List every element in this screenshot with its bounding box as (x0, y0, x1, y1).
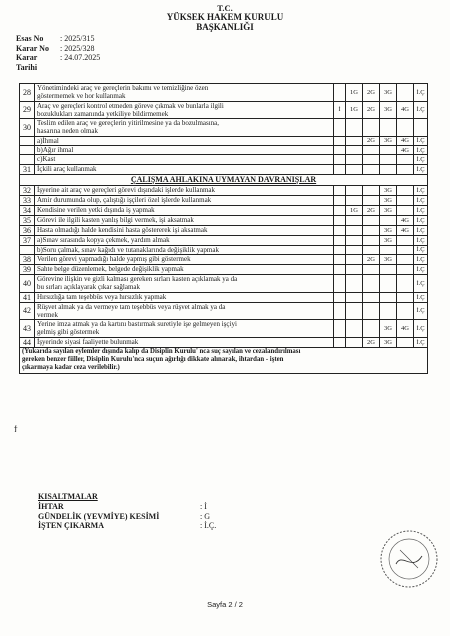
warning-cell: İ (334, 101, 346, 119)
row-number (20, 245, 35, 254)
dismissal-cell: İ.Ç (414, 292, 428, 302)
penalty-1g-cell (346, 302, 363, 320)
official-seal-icon (378, 528, 440, 590)
penalty-3g-cell (380, 164, 397, 174)
row-number: 33 (20, 195, 35, 205)
row-description-line: a)İhmal (37, 136, 59, 145)
row-number: 41 (20, 292, 35, 302)
table-row (20, 337, 428, 347)
row-number: 43 (20, 320, 35, 338)
row-number: 29 (20, 101, 35, 119)
row-description (35, 195, 334, 205)
warning-cell (334, 320, 346, 338)
dismissal-cell: İ.Ç (414, 274, 428, 292)
meta-row (16, 34, 100, 44)
penalty-1g-cell: 1G (346, 101, 363, 119)
dismissal-cell: İ.Ç (414, 205, 428, 215)
warning-cell (334, 274, 346, 292)
warning-cell (334, 195, 346, 205)
row-number: 36 (20, 225, 35, 235)
penalty-1g-cell (346, 185, 363, 195)
row-number (20, 136, 35, 145)
row-number (20, 146, 35, 155)
abbreviation-value: : İ (200, 501, 207, 511)
penalty-4g-cell: 4G (397, 101, 414, 119)
meta-label: Karar Tarihi (16, 53, 38, 72)
penalty-1g-cell (346, 215, 363, 225)
warning-cell (334, 225, 346, 235)
header-title: YÜKSEK HAKEM KURULU (166, 12, 284, 22)
dismissal-cell: İ.Ç (414, 302, 428, 320)
row-description (35, 320, 334, 338)
penalty-3g-cell (380, 274, 397, 292)
penalty-1g-cell (346, 245, 363, 254)
penalty-2g-cell (363, 302, 380, 320)
case-meta (16, 34, 100, 72)
penalty-2g-cell (363, 264, 380, 274)
penalty-4g-cell (397, 245, 414, 254)
warning-cell (334, 235, 346, 245)
penalty-3g-cell: 3G (380, 101, 397, 119)
table-row (20, 254, 428, 264)
row-description-line: gelmiş gibi göstermek (37, 328, 100, 337)
warning-cell (334, 146, 346, 155)
table-row (20, 101, 428, 119)
row-description (35, 119, 334, 137)
penalty-3g-cell (380, 215, 397, 225)
penalty-4g-cell (397, 235, 414, 245)
dismissal-cell: İ.Ç (414, 84, 428, 102)
row-description (35, 225, 334, 235)
penalty-3g-cell: 3G (380, 136, 397, 145)
penalty-1g-cell (346, 292, 363, 302)
penalty-3g-cell (380, 155, 397, 164)
penalty-3g-cell (380, 146, 397, 155)
penalty-4g-cell (397, 302, 414, 320)
table-row (20, 146, 428, 155)
row-description (35, 292, 334, 302)
penalty-4g-cell: 4G (397, 225, 414, 235)
note-line: (Yukarıda sayılan eylemler dışında kalıp da Disiplin Kurulu' nca suç sayılan ve cezalandırılması (22, 347, 301, 355)
penalty-2g-cell: 2G (363, 254, 380, 264)
meta-value: : 2025/328 (60, 43, 95, 53)
row-description (35, 337, 334, 347)
penalty-1g-cell (346, 155, 363, 164)
penalty-table (19, 83, 428, 374)
abbreviation-value: : İ.Ç. (200, 521, 217, 531)
penalty-2g-cell (363, 245, 380, 254)
penalty-1g-cell (346, 254, 363, 264)
penalty-1g-cell: 1G (346, 205, 363, 215)
row-number (20, 155, 35, 164)
row-number: 32 (20, 185, 35, 195)
page-number: Sayfa 2 / 2 (207, 600, 243, 609)
row-description-line: Araç ve gereçleri kontrol etmeden göreve çıkmak ve bunlarla ilgili (37, 101, 224, 110)
penalty-1g-cell (346, 264, 363, 274)
meta-row (16, 44, 100, 54)
row-description-line: İşyerine ait araç ve gereçleri görevi dışındaki işlerde kullanmak (37, 186, 216, 195)
table-row (20, 320, 428, 338)
row-description-line: Hırsızlığa tam teşebbüs veya hırsızlık yapmak (37, 292, 167, 301)
row-number: 38 (20, 254, 35, 264)
penalty-3g-cell: 3G (380, 185, 397, 195)
penalty-2g-cell: 2G (363, 136, 380, 145)
warning-cell (334, 215, 346, 225)
meta-value: : 24.07.2025 (60, 53, 101, 63)
row-number: 35 (20, 215, 35, 225)
penalty-4g-cell (397, 337, 414, 347)
header-tc: T.C. (217, 3, 233, 13)
table-row (20, 205, 428, 215)
row-description-line: bozuklukları zamanında yetkiliye bildirmemek (37, 109, 169, 118)
penalty-2g-cell (363, 185, 380, 195)
row-description (35, 215, 334, 225)
row-description-line: göstermemek ve hor kullanmak (37, 92, 126, 101)
row-description (35, 302, 334, 320)
dismissal-cell: İ.Ç (414, 225, 428, 235)
penalty-4g-cell (397, 164, 414, 174)
dismissal-cell: İ.Ç (414, 136, 428, 145)
row-description (35, 155, 334, 164)
section-row (20, 174, 428, 185)
warning-cell (334, 84, 346, 102)
penalty-2g-cell (363, 146, 380, 155)
table-row (20, 215, 428, 225)
warning-cell (334, 302, 346, 320)
penalty-2g-cell (363, 155, 380, 164)
row-number: 31 (20, 164, 35, 174)
row-description (35, 101, 334, 119)
penalty-4g-cell: 4G (397, 320, 414, 338)
warning-cell (334, 155, 346, 164)
row-number: 37 (20, 235, 35, 245)
row-description-line: c)Kast (37, 155, 56, 164)
note-line: gereken benzer fiiller, Disiplin Kurulu'nca suçun ağırlığı dikkate alınarak, ihtardan - işten (22, 356, 284, 364)
warning-cell (334, 119, 346, 137)
row-description (35, 146, 334, 155)
note-row (20, 347, 428, 373)
penalty-1g-cell (346, 225, 363, 235)
dismissal-cell: İ.Ç (414, 245, 428, 254)
warning-cell (334, 337, 346, 347)
penalty-3g-cell: 3G (380, 337, 397, 347)
penalty-1g-cell (346, 119, 363, 137)
dismissal-cell: İ.Ç (414, 254, 428, 264)
table-row (20, 274, 428, 292)
penalty-3g-cell: 3G (380, 195, 397, 205)
warning-cell (334, 254, 346, 264)
penalty-2g-cell: 2G (363, 84, 380, 102)
penalty-2g-cell (363, 215, 380, 225)
margin-mark: ϯ (14, 424, 18, 434)
penalty-2g-cell (363, 320, 380, 338)
warning-cell (334, 136, 346, 145)
row-description-line: Teslim edilen araç ve gereçlerin yitirilmesine ya da bozulmasına, (37, 119, 220, 128)
section-title: ÇALIŞMA AHLAKINA UYMAYAN DAVRANIŞLAR (20, 174, 428, 185)
abbreviation-label: İŞTEN ÇIKARMA (38, 521, 105, 531)
row-description-line: a)Sınav sırasında kopya çekmek, yardım almak (37, 236, 170, 245)
row-number: 42 (20, 302, 35, 320)
dismissal-cell: İ.Ç (414, 337, 428, 347)
row-description (35, 264, 334, 274)
table-row (20, 245, 428, 254)
dismissal-cell: İ.Ç (414, 215, 428, 225)
row-number: 34 (20, 205, 35, 215)
penalty-1g-cell (346, 136, 363, 145)
penalty-3g-cell (380, 302, 397, 320)
meta-label: Esas No (16, 34, 44, 43)
abbreviation-label: GÜNDELİK (YEVMİYE) KESİMİ (38, 511, 160, 521)
penalty-1g-cell (346, 337, 363, 347)
header-subtitle: BAŞKANLIĞI (196, 22, 254, 32)
table-row (20, 136, 428, 145)
penalty-3g-cell (380, 264, 397, 274)
warning-cell (334, 245, 346, 254)
penalty-2g-cell (363, 195, 380, 205)
abbreviation-label: İHTAR (38, 501, 64, 511)
table-row (20, 164, 428, 174)
row-description (35, 254, 334, 264)
penalty-3g-cell: 3G (380, 205, 397, 215)
row-description (35, 274, 334, 292)
penalty-1g-cell (346, 320, 363, 338)
penalty-3g-cell: 3G (380, 84, 397, 102)
row-description-line: Hasta olmadığı halde kendisini hasta göstererek işi aksatmak (37, 226, 208, 235)
penalty-2g-cell (363, 164, 380, 174)
row-description (35, 205, 334, 215)
penalty-4g-cell (397, 264, 414, 274)
dismissal-cell: İ.Ç (414, 235, 428, 245)
note-line: çıkarmaya kadar ceza verilebilir.) (22, 364, 120, 372)
penalty-3g-cell: 3G (380, 225, 397, 235)
row-description-line: Yerine imza atmak ya da kartını bastırmak suretiyle işe gelmeyen işçiyi (37, 320, 237, 329)
abbreviation-row (38, 521, 216, 531)
table-row (20, 292, 428, 302)
row-number: 30 (20, 119, 35, 137)
penalty-4g-cell: 4G (397, 215, 414, 225)
row-description-line: hasarına neden olmak (37, 127, 99, 136)
warning-cell (334, 264, 346, 274)
dismissal-cell: İ.Ç (414, 185, 428, 195)
penalty-1g-cell (346, 274, 363, 292)
meta-value: : 2025/315 (60, 34, 95, 43)
row-description-line: Sahte belge düzenlemek, belgede değişiklik yapmak (37, 265, 184, 274)
penalty-2g-cell (363, 235, 380, 245)
penalty-4g-cell: 4G (397, 136, 414, 145)
abbreviation-row (38, 512, 216, 522)
penalty-4g-cell (397, 254, 414, 264)
row-description-line: Amir durumunda olup, çalıştığı işçileri özel işlerde kullanmak (37, 196, 212, 205)
penalty-4g-cell (397, 185, 414, 195)
dismissal-cell: İ.Ç (414, 164, 428, 174)
table-row (20, 155, 428, 164)
dismissal-cell: İ.Ç (414, 101, 428, 119)
row-description-line: Verilen görevi yapmadığı halde yapmış gibi göstermek (37, 255, 191, 264)
row-description (35, 164, 334, 174)
penalty-2g-cell (363, 274, 380, 292)
penalty-3g-cell: 3G (380, 320, 397, 338)
penalty-4g-cell (397, 155, 414, 164)
penalty-1g-cell: 1G (346, 84, 363, 102)
abbreviations (38, 492, 216, 531)
penalty-4g-cell (397, 119, 414, 137)
row-description-line: Görevi ile ilgili kasten yanlış bilgi vermek, işi aksatmak (37, 216, 194, 225)
row-description (35, 235, 334, 245)
table-row (20, 119, 428, 137)
penalty-1g-cell (346, 195, 363, 205)
abbreviation-value: : G (200, 511, 210, 521)
penalty-1g-cell (346, 164, 363, 174)
penalty-4g-cell (397, 274, 414, 292)
table-row (20, 302, 428, 320)
dismissal-cell: İ.Ç (414, 195, 428, 205)
row-number: 44 (20, 337, 35, 347)
meta-row (16, 53, 100, 72)
penalty-4g-cell: 4G (397, 146, 414, 155)
penalty-3g-cell: 3G (380, 235, 397, 245)
note-text (20, 347, 428, 373)
row-description (35, 84, 334, 102)
penalty-4g-cell (397, 205, 414, 215)
penalty-4g-cell (397, 84, 414, 102)
penalty-2g-cell (363, 225, 380, 235)
row-description-line: Rüşvet almak ya da vermeye tam teşebbüs veya rüşvet almak ya da (37, 302, 226, 311)
penalty-2g-cell: 2G (363, 101, 380, 119)
penalty-3g-cell (380, 119, 397, 137)
penalty-4g-cell (397, 292, 414, 302)
row-description-line: İçkili araç kullanmak (37, 165, 97, 174)
table-row (20, 84, 428, 102)
table-row (20, 185, 428, 195)
abbreviation-row (38, 502, 216, 512)
row-description-line: İşyerinde siyasi faaliyette bulunmak (37, 338, 139, 347)
row-number: 28 (20, 84, 35, 102)
dismissal-cell: İ.Ç (414, 146, 428, 155)
row-description (35, 245, 334, 254)
row-description-line: b)Soru çalmak, sınav kağıdı ve tutanaklarında değişiklik yapmak (37, 245, 219, 254)
warning-cell (334, 292, 346, 302)
table-row (20, 235, 428, 245)
dismissal-cell (414, 119, 428, 137)
penalty-3g-cell: 3G (380, 254, 397, 264)
dismissal-cell: İ.Ç (414, 320, 428, 338)
row-description (35, 185, 334, 195)
row-description-line: vermek (37, 310, 58, 319)
row-description-line: Kendisine verilen yetki dışında iş yapmak (37, 206, 155, 215)
penalty-2g-cell: 2G (363, 337, 380, 347)
abbreviations-title: KISALTMALAR (38, 492, 98, 501)
table-row (20, 264, 428, 274)
penalty-4g-cell (397, 195, 414, 205)
row-description-line: Görevine ilişkin ve gizli kalması gereken sırları kasten açıklamak ya da (37, 274, 238, 283)
meta-label: Karar No (16, 43, 49, 53)
row-number: 39 (20, 264, 35, 274)
penalty-2g-cell (363, 292, 380, 302)
penalty-2g-cell (363, 119, 380, 137)
penalty-1g-cell (346, 146, 363, 155)
row-description-line: Yönetimindeki araç ve gereçlerin bakımı ve temizliğine özen (37, 84, 209, 92)
warning-cell (334, 205, 346, 215)
table-row (20, 195, 428, 205)
warning-cell (334, 164, 346, 174)
row-description-line: b)Ağır ihmal (37, 146, 74, 155)
penalty-3g-cell (380, 245, 397, 254)
table-row (20, 225, 428, 235)
row-description-line: bu sırları açıklayarak çıkar sağlamak (37, 283, 141, 292)
row-number: 40 (20, 274, 35, 292)
warning-cell (334, 185, 346, 195)
penalty-2g-cell: 2G (363, 205, 380, 215)
dismissal-cell: İ.Ç (414, 155, 428, 164)
penalty-1g-cell (346, 235, 363, 245)
penalty-3g-cell (380, 292, 397, 302)
dismissal-cell: İ.Ç (414, 264, 428, 274)
row-description (35, 136, 334, 145)
